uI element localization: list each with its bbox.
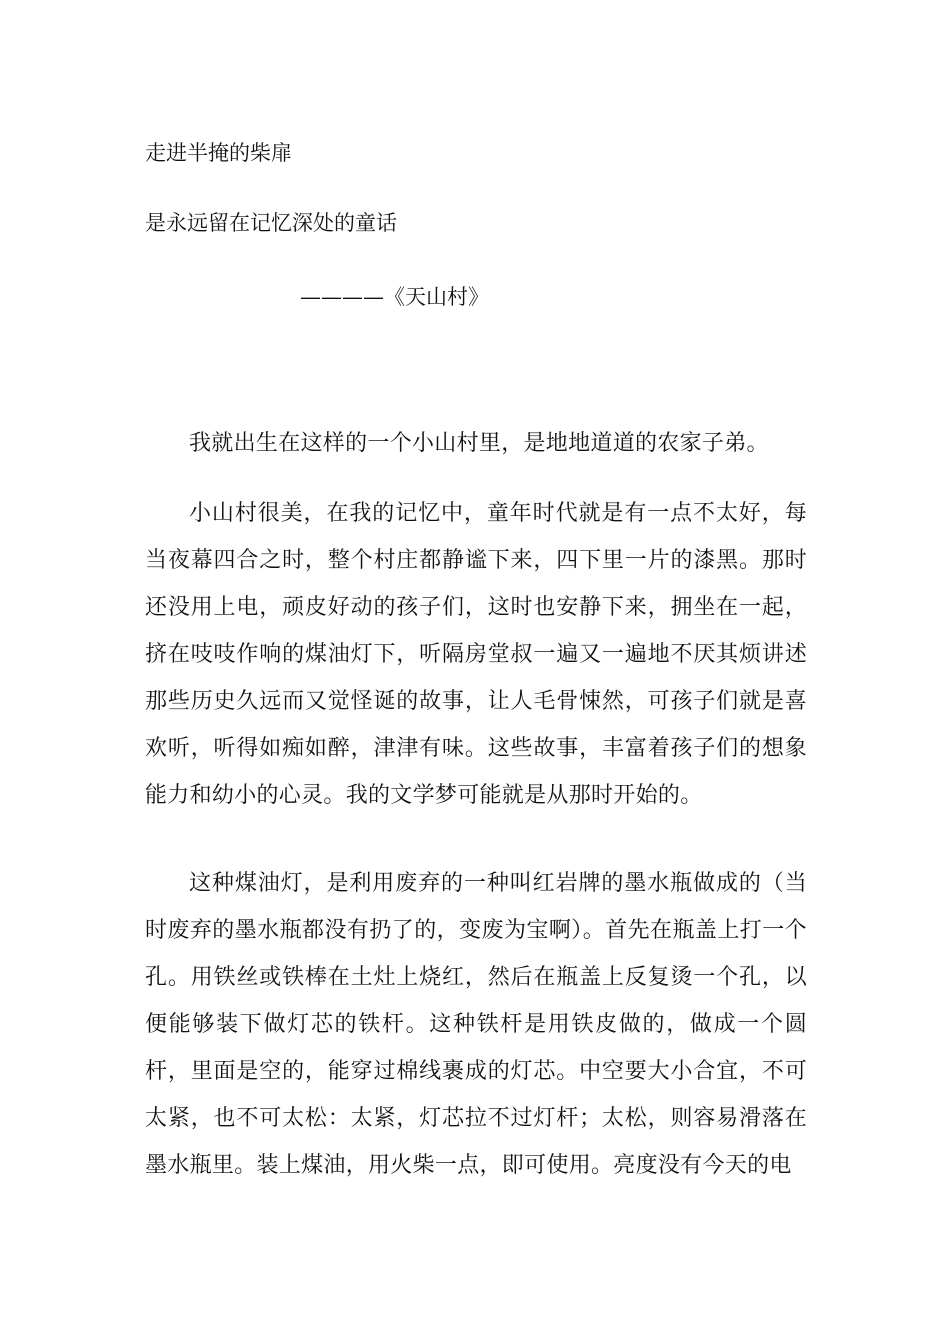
paragraph-3: 这种煤油灯，是利用废弃的一种叫红岩牌的墨水瓶做成的（当时废弃的墨水瓶都没有扔了的，变废为宝啊）。首先在瓶盖上打一个孔。用铁丝或铁棒在土灶上烧红，然后在瓶盖上反复烫一个孔，以便能够装下做灯芯的铁杆。这种铁杆是用铁皮做的，做成一个圆杆，里面是空的，能穿过棉线裹成的灯芯。中空要大小合宜，不可太紧，也不可太松：太紧，灯芯拉不过灯杆；太松，则容易滑落在墨水瓶里。装上煤油，用火柴一点，即可使用。亮度没有今天的电	[145, 871, 807, 1178]
poem-attribution: ————《天山村》	[300, 285, 489, 309]
poem-line-1: 走进半掩的柴扉	[145, 141, 292, 165]
poem-line-2: 是永远留在记忆深处的童话	[145, 211, 397, 235]
paragraph-2: 小山村很美，在我的记忆中，童年时代就是有一点不太好，每当夜幕四合之时，整个村庄都静谧下来，四下里一片的漆黑。那时还没用上电，顽皮好动的孩子们，这时也安静下来，拥坐在一起，挤在吱吱作响的煤油灯下，听隔房堂叔一遍又一遍地不厌其烦讲述那些历史久远而又觉怪诞的故事，让人毛骨悚然，可孩子们就是喜欢听，听得如痴如醉，津津有味。这些故事，丰富着孩子们的想象能力和幼小的心灵。我的文学梦可能就是从那时开始的。	[145, 501, 807, 808]
paragraph-1: 我就出生在这样的一个小山村里，是地地道道的农家子弟。	[189, 431, 769, 456]
